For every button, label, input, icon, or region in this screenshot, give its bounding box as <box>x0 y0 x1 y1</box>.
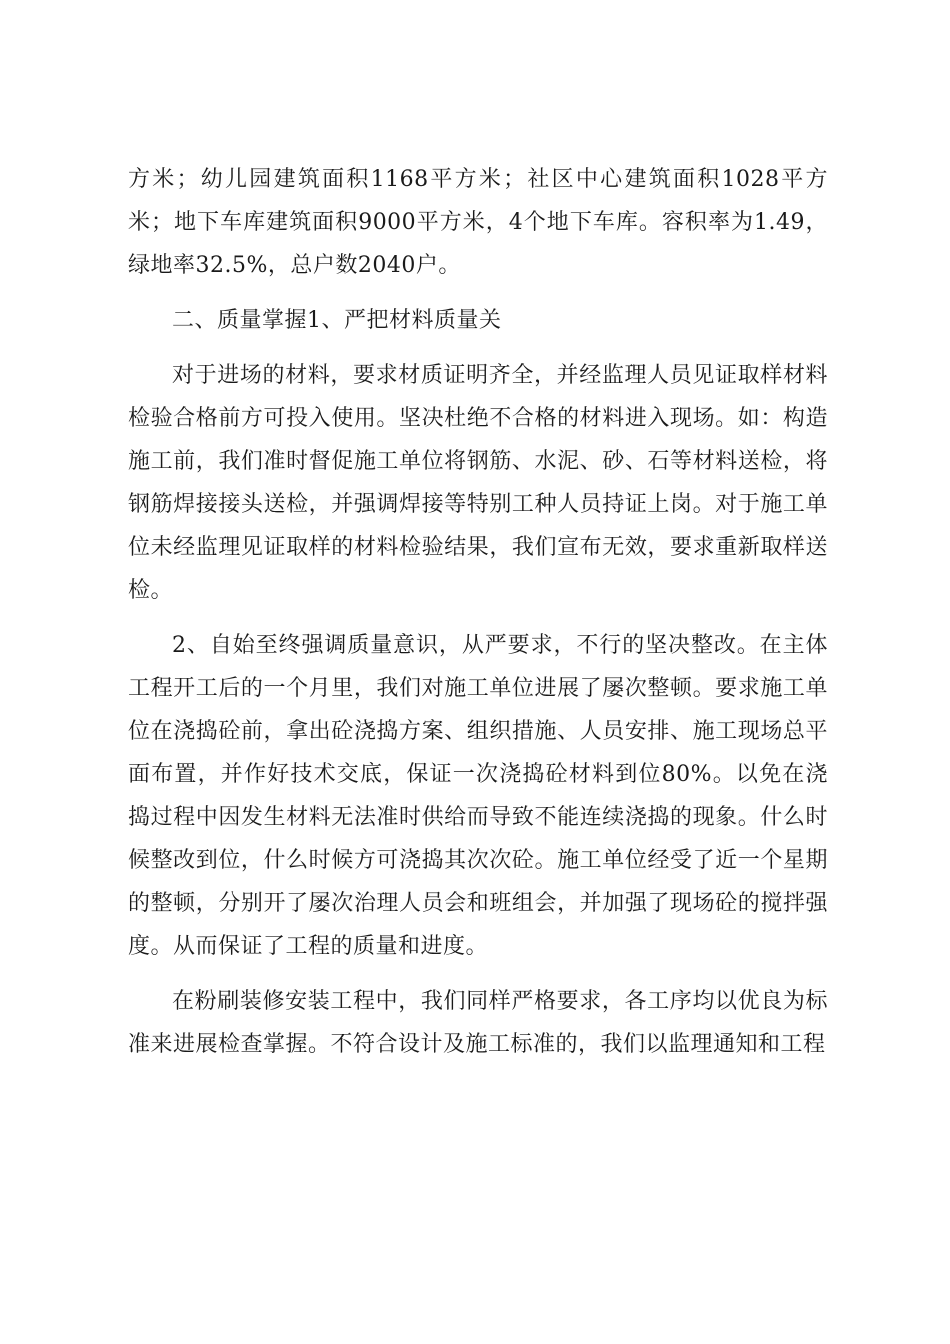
paragraph-finishing-works: 在粉刷装修安装工程中，我们同样严格要求，各工序均以优良为标准来进展检查掌握。不符合设计及施工标准的，我们以监理通知和工程 <box>128 989 828 1057</box>
paragraph-project-stats: 方米；幼儿园建筑面积1168平方米；社区中心建筑面积1028平方米；地下车库建筑面积9000平方米，4个地下车库。容积率为1.49，绿地率32.5%，总户数2040户。 <box>128 167 828 278</box>
paragraph-quality-awareness: 2、自始至终强调质量意识，从严要求，不行的坚决整改。在主体工程开工后的一个月里，我们对施工单位进展了屡次整顿。要求施工单位在浇捣砼前，拿出砼浇捣方案、组织措施、人员安排、施工现场总平面布置，并作好技术交底，保证一次浇捣砼材料到位80%。以免在浇捣过程中因发生材料无法准时供给而导致不能连续浇捣的现象。什么时候整改到位，什么时候方可浇捣其次次砼。施工单位经受了近一个星期的整顿，分别开了屡次治理人员会和班组会，并加强了现场砼的搅拌强度。从而保证了工程的质量和进度。 <box>128 633 828 959</box>
section-heading-quality-control: 二、质量掌握1、严把材料质量关 <box>172 308 502 333</box>
paragraph-material-inspection: 对于进场的材料，要求材质证明齐全，并经监理人员见证取样材料检验合格前方可投入使用。坚决杜绝不合格的材料进入现场。如：构造施工前，我们准时督促施工单位将钢筋、水泥、砂、石等材料送检，将钢筋焊接接头送检，并强调焊接等特别工种人员持证上岗。对于施工单位未经监理见证取样的材料检验结果，我们宣布无效，要求重新取样送检。 <box>128 363 828 603</box>
document-body <box>128 158 828 1078</box>
